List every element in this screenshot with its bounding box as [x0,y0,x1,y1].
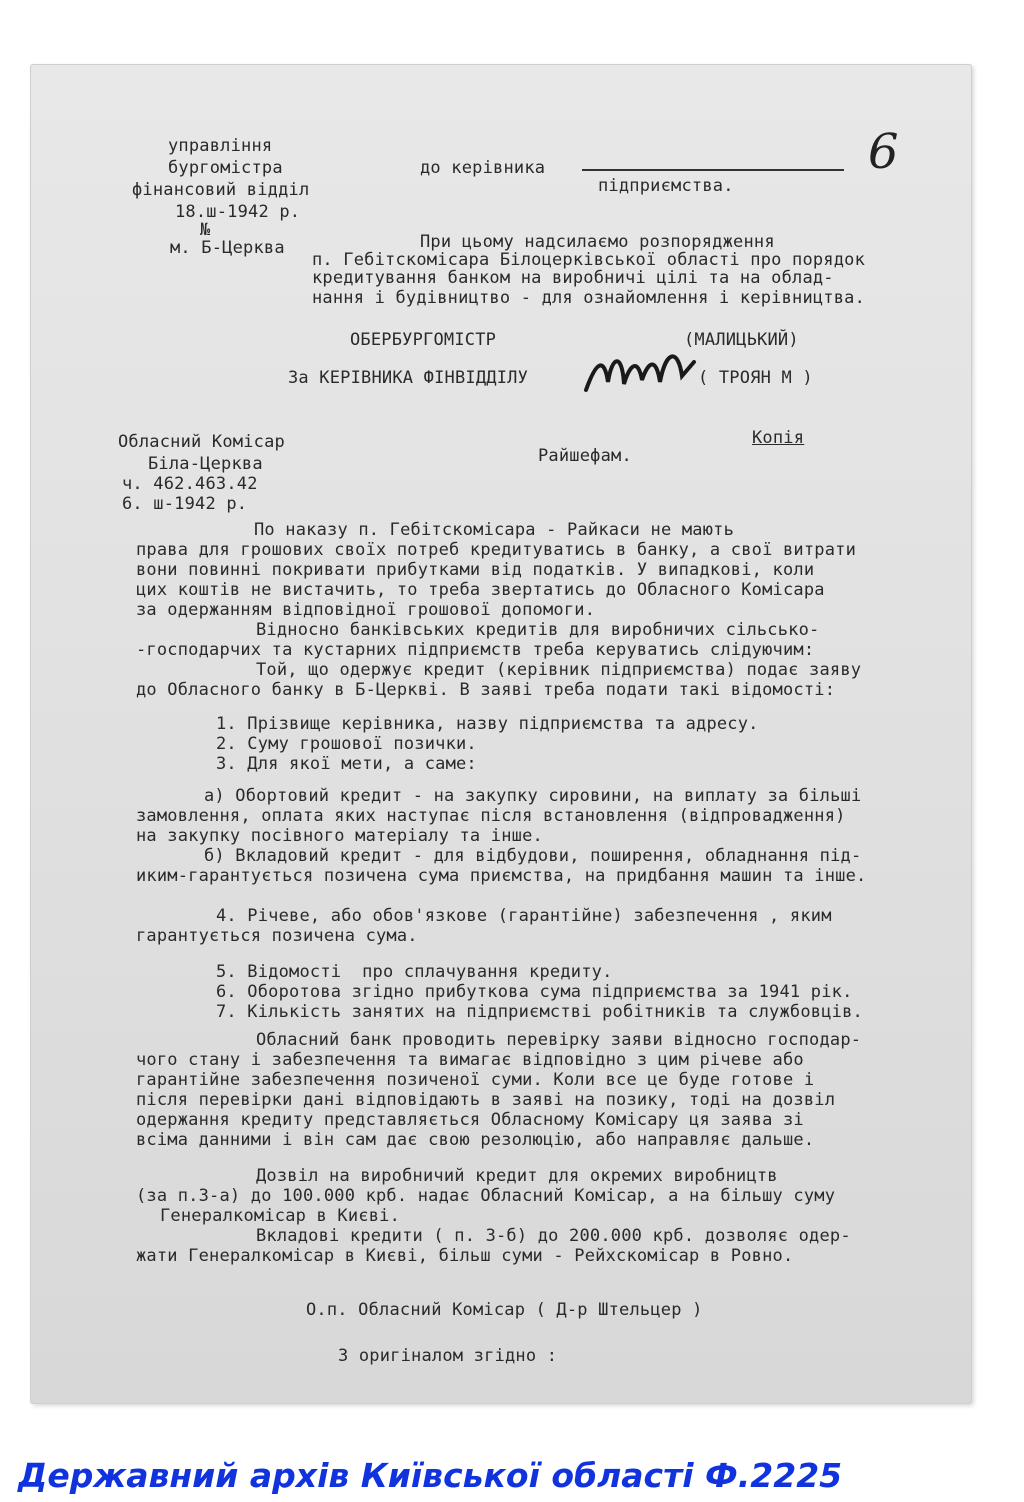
header-number-sign: № [200,220,211,240]
copy-header-line3: ч. 462.463.42 [122,474,258,494]
signoff-title: ОБЕРБУРГОМІСТР [350,330,497,350]
body-line: Той, що одержує кредит (керівник підприємства) подає заяву [256,660,862,680]
body-line: за одержанням відповідної грошової допомоги. [136,600,596,620]
copy-header-line1: Обласний Комісар [118,432,285,452]
bank-paragraph-line: після перевірки дані відповідають в заяві на позику, тоді на дозвіл [136,1090,836,1110]
list-item: гарантується позичена сума. [136,926,418,946]
sub-item-line: замовлення, оплата яких наступає після встановлення (відпровадження) [136,806,846,826]
permission-paragraph-line: Дозвіл на виробничий кредит для окремих виробництв [256,1166,778,1186]
copy-label: Копія [752,428,805,448]
closing-signed: О.п. Обласний Комісар ( Д-р Штельцер ) [306,1300,703,1320]
intro-line: кредитування банком на виробничі цілі та на облад- [312,268,834,288]
list-item: 4. Річеве, або обов'язкове (гарантійне) забезпечення , яким [216,906,832,926]
sub-item-line: б) Вкладовий кредит - для відбудови, поширення, обладнання під- [204,846,862,866]
bank-paragraph-line: гарантійне забезпечення позиченої суми. Коли все це буде готове і [136,1070,815,1090]
list-item: 6. Оборотова згідно прибуткова сума підприємства за 1941 рік. [216,982,853,1002]
bank-paragraph-line: чого стану і забезпечення та вимагає відповідно з цим річеве або [136,1050,804,1070]
body-line: вони повинні покривати прибутками від податків. У випадкові, коли [136,560,815,580]
permission-paragraph-line: Вкладові кредити ( п. 3-б) до 200.000 крб. дозволяє одер- [256,1226,851,1246]
bank-paragraph-line: одержання кредиту представляється Обласному Комісару ця заява зі [136,1110,804,1130]
signoff-deputy-name: ( ТРОЯН М ) [698,368,813,388]
handwritten-page-number: 6 [868,124,899,180]
permission-paragraph-line: жати Генералкомісар в Києві, більш суми - Рейхскомісар в Ровно. [136,1246,794,1266]
list-item: 3. Для якої мети, а саме: [216,754,477,774]
header-org-line1: управління [168,136,273,156]
body-line: По наказу п. Гебітскомісара - Райкаси не мають [254,520,735,540]
header-date: 18.ш-1942 р. [175,202,301,222]
addressee-line1: до керівника [420,158,546,178]
body-line: -господарчих та кустарних підприємств треба керуватись слідуючим: [136,640,815,660]
addressee-line2: підприємства. [598,176,734,196]
intro-line: При цьому надсилаємо розпорядження [420,232,775,252]
body-line: до Обласного банку в Б-Церкві. В заяві треба подати такі відомості: [136,680,836,700]
body-line: права для грошових своїх потреб кредитуватись в банку, а свої витрати [136,540,857,560]
permission-paragraph-line: (за п.3-а) до 100.000 крб. надає Обласний Комісар, а на більшу суму [136,1186,836,1206]
rayshef-salutation: Райшефам. [538,446,632,466]
closing-verified: З оригіналом згідно : [338,1346,558,1366]
bank-paragraph-line: всіма данними і він сам дає свою резолюцію, або направляє дальше. [136,1130,815,1150]
body-line: цих коштів не вистачить, то треба звертатись до Обласного Комісара [136,580,825,600]
intro-line: нання і будівництво - для ознайомлення і керівництва. [312,288,866,308]
copy-header-line4: 6. ш-1942 р. [122,494,248,514]
sub-item-line: на закупку посівного матеріалу та інше. [136,826,543,846]
header-org-line2: бургомістра [168,158,283,178]
copy-header-line2: Біла-Церква [148,454,263,474]
addressee-blank-line [582,169,844,171]
list-item: 7. Кількість занятих на підприємстві робітників та службовців. [216,1002,863,1022]
sub-item-line: иким-гарантується позичена сума приємства, на придбання машин та інше. [136,866,867,886]
list-item: 1. Прізвище керівника, назву підприємства та адресу. [216,714,759,734]
bank-paragraph-line: Обласний банк проводить перевірку заяви відносно господар- [256,1030,862,1050]
sub-item-line: а) Обортовий кредит - на закупку сировини, на виплату за більші [204,786,862,806]
header-city: м. Б-Церква [170,238,285,258]
handwritten-signature [582,342,702,398]
header-org-line3: фінансовий відділ [132,180,310,200]
signoff-title-name: (МАЛИЦЬКИЙ) [684,330,799,350]
permission-paragraph-line: Генералкомісар в Києві. [160,1206,401,1226]
archive-caption: Державний архів Київської області Ф.2225 [18,1456,843,1495]
signoff-deputy: За КЕРІВНИКА ФІНВІДДІЛУ [288,368,529,388]
intro-line: п. Гебітскомісара Білоцерківської області про порядок [312,250,866,270]
list-item: 5. Відомості про сплачування кредиту. [216,962,613,982]
body-line: Відносно банківських кредитів для виробничих сільсько- [256,620,820,640]
list-item: 2. Суму грошової позички. [216,734,477,754]
